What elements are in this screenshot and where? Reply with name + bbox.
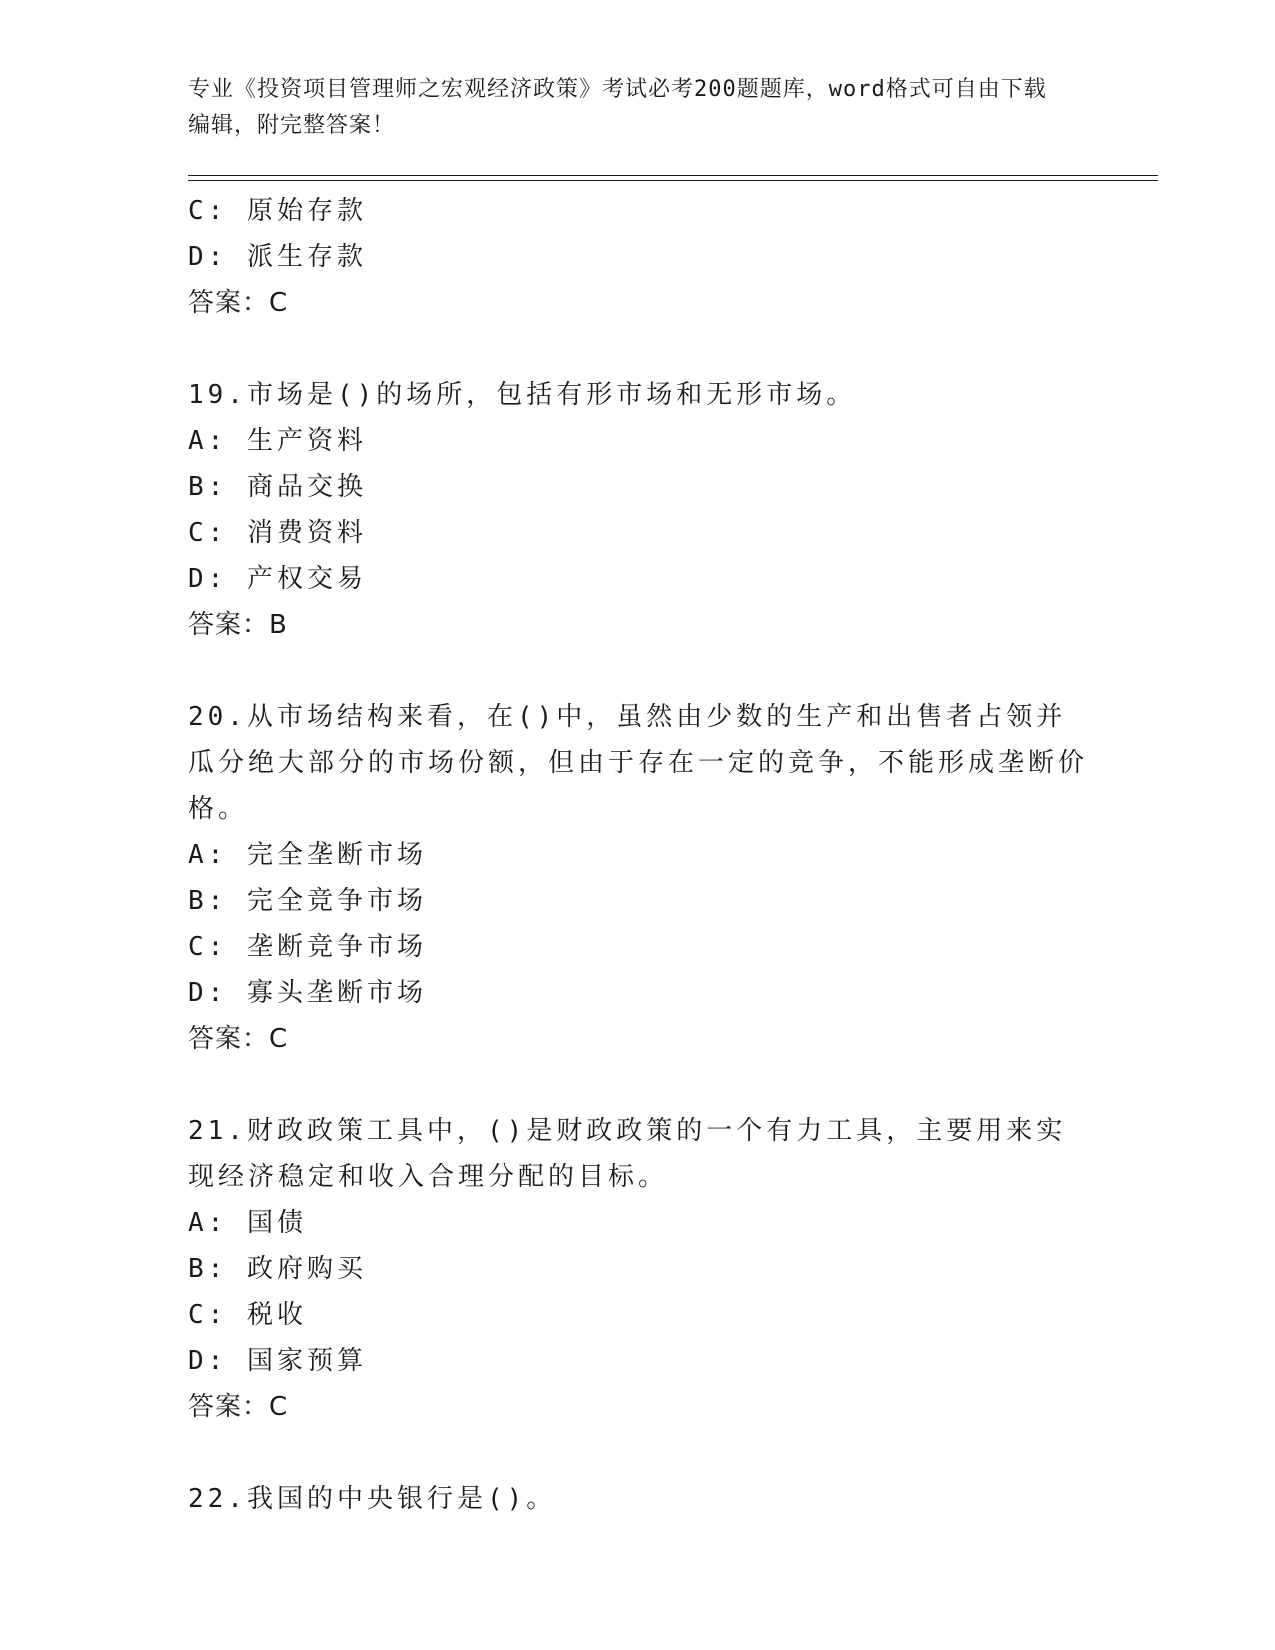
option-c: C: 消费资料 <box>188 518 367 548</box>
option-b: B: 政府购买 <box>188 1254 367 1284</box>
answer-line: 答案：C <box>188 1392 289 1422</box>
header-divider <box>188 175 1158 176</box>
answer-line: 答案：B <box>188 610 288 640</box>
question-stem: 20.从市场结构来看，在()中，虽然由少数的生产和出售者占领并瓜分绝大部分的市场份额，但由于存在一定的竞争，不能形成垄断价格。 <box>188 702 1089 824</box>
option-d: D: 国家预算 <box>188 1346 367 1376</box>
option-a: A: 完全垄断市场 <box>188 840 427 870</box>
question-stem: 19.市场是()的场所，包括有形市场和无形市场。 <box>188 380 857 410</box>
option-d: D: 派生存款 <box>188 242 367 272</box>
spacer <box>188 326 1088 372</box>
header-divider-secondary <box>188 180 1158 181</box>
document-header: 专业《投资项目管理师之宏观经济政策》考试必考200题题库，word格式可自由下载编辑，附完整答案！ <box>188 77 1047 138</box>
spacer <box>188 648 1088 694</box>
option-a: A: 国债 <box>188 1208 307 1238</box>
question-stem: 22.我国的中央银行是()。 <box>188 1484 557 1514</box>
option-d: D: 寡头垄断市场 <box>188 978 427 1008</box>
spacer <box>188 1430 1088 1476</box>
question-21 <box>188 1108 1088 1430</box>
question-19 <box>188 372 1088 648</box>
option-b: B: 商品交换 <box>188 472 367 502</box>
question-18-continuation <box>188 188 1088 326</box>
option-d: D: 产权交易 <box>188 564 367 594</box>
question-list <box>188 188 1088 1522</box>
option-a: A: 生产资料 <box>188 426 367 456</box>
question-22 <box>188 1476 1088 1522</box>
option-c: C: 原始存款 <box>188 196 367 226</box>
spacer <box>188 1062 1088 1108</box>
option-c: C: 垄断竞争市场 <box>188 932 427 962</box>
answer-line: 答案：C <box>188 1024 289 1054</box>
option-b: B: 完全竞争市场 <box>188 886 427 916</box>
question-20 <box>188 694 1088 1062</box>
answer-line: 答案：C <box>188 288 289 318</box>
question-stem: 21.财政政策工具中，()是财政政策的一个有力工具，主要用来实现经济稳定和收入合理分配的目标。 <box>188 1116 1067 1192</box>
option-c: C: 税收 <box>188 1300 307 1330</box>
